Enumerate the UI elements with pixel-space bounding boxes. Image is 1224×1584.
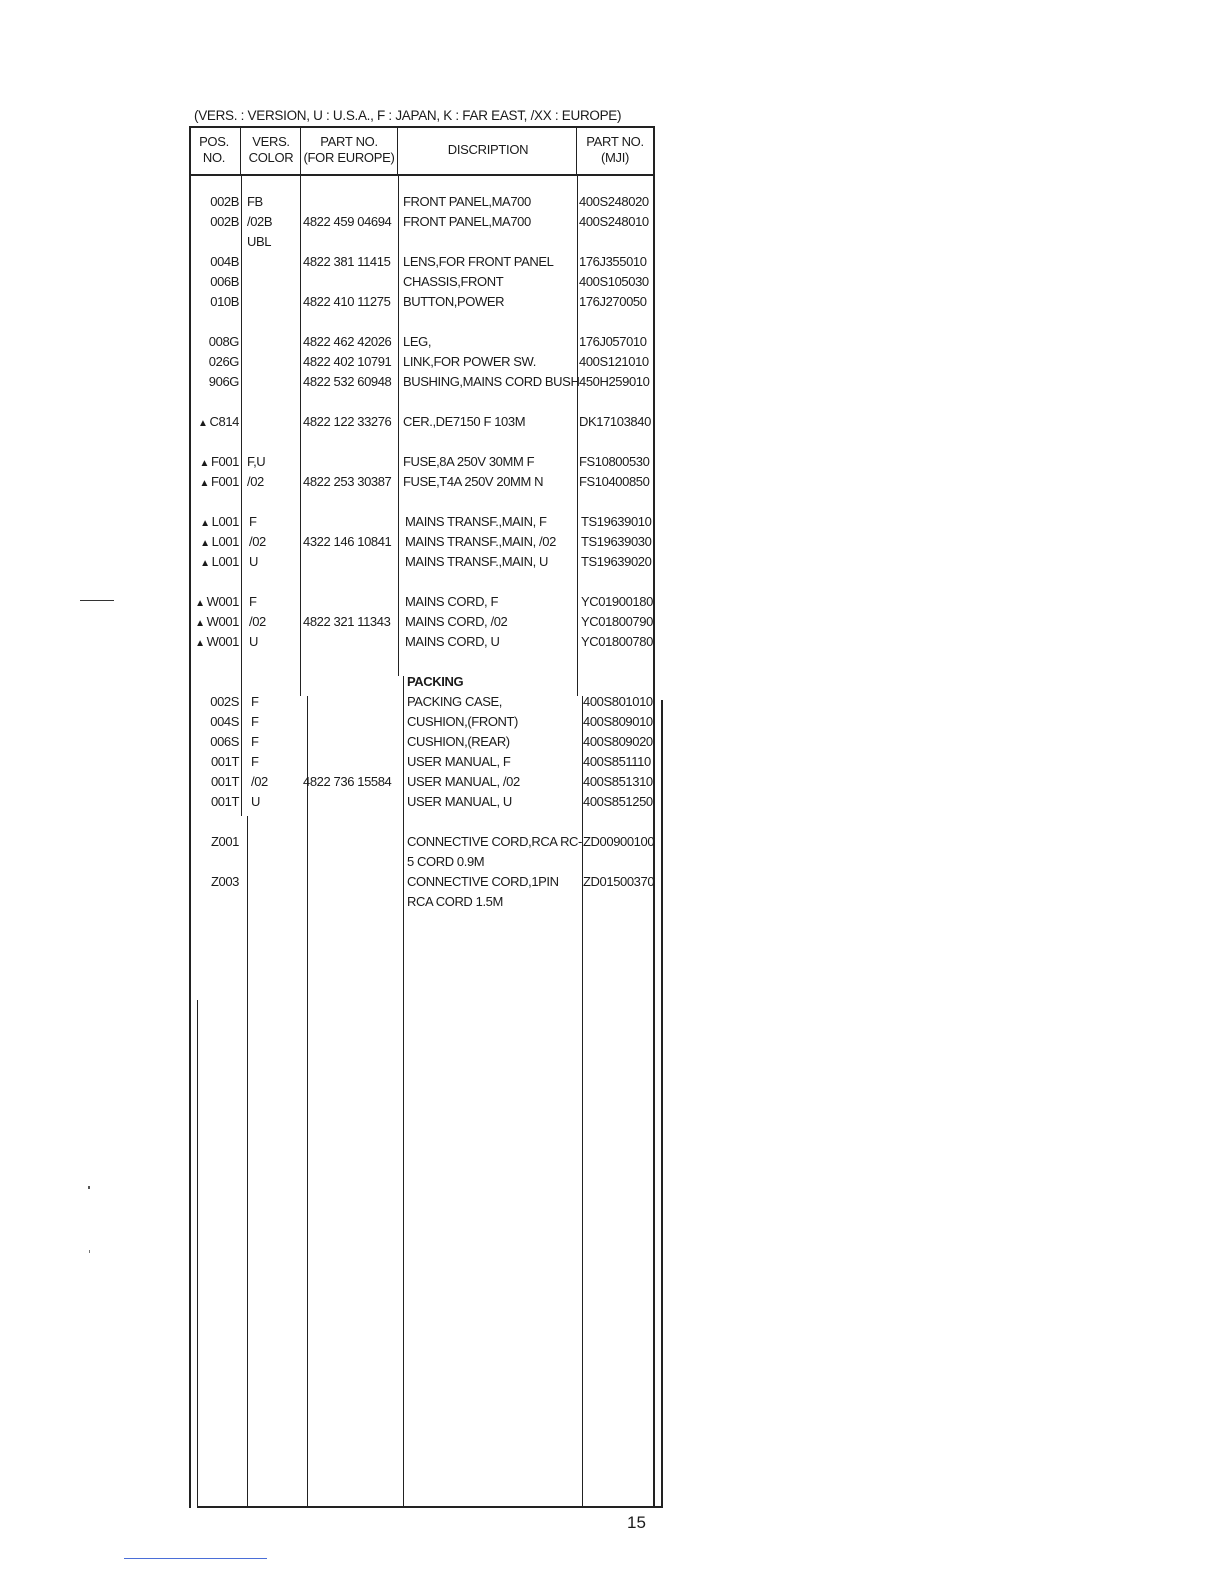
- safety-warning-icon: ▲: [200, 518, 210, 529]
- cell-pos: [189, 634, 239, 649]
- col-divider: [307, 696, 308, 1508]
- cell-vers: /02: [247, 474, 264, 489]
- cell-pos: [189, 274, 239, 289]
- cell-pos: [189, 794, 239, 809]
- header-pos-line1: POS.: [199, 134, 229, 149]
- table-row: [189, 792, 659, 812]
- pos-text: Z001: [210, 834, 239, 849]
- table-row: [189, 212, 659, 232]
- cell-part-mji: DK17103840: [579, 414, 651, 429]
- cell-vers: F: [249, 594, 257, 609]
- safety-warning-icon: ▲: [200, 538, 210, 549]
- cell-part-mji: 176J270050: [579, 294, 647, 309]
- pos-text: F001: [210, 474, 239, 489]
- table-row: [189, 732, 659, 752]
- safety-warning-icon: ▲: [199, 458, 209, 469]
- cell-part-mji: 400S851310: [583, 774, 653, 789]
- pos-text: 001T: [210, 794, 239, 809]
- pos-text: 026G: [208, 354, 239, 369]
- table-row: [189, 672, 659, 692]
- cell-pos: [189, 554, 239, 569]
- pos-text: L001: [211, 534, 239, 549]
- cell-description: USER MANUAL, F: [407, 754, 511, 769]
- table-row: [189, 832, 659, 852]
- table-row: [189, 892, 659, 912]
- cell-part-europe: 4822 122 33276: [303, 414, 392, 429]
- header-part-mji: [577, 126, 653, 174]
- cell-pos: [189, 194, 239, 209]
- cell-part-mji: 400S851250: [583, 794, 653, 809]
- table-row: [189, 452, 659, 472]
- cell-part-europe: 4322 146 10841: [303, 534, 392, 549]
- table-bottom-border: [197, 1506, 663, 1508]
- cell-part-mji: YC01800780: [581, 634, 653, 649]
- col-divider: [240, 127, 241, 175]
- cell-description: CONNECTIVE CORD,RCA RC-: [407, 834, 582, 849]
- pos-text: 002B: [210, 194, 239, 209]
- cell-description: BUTTON,POWER: [403, 294, 505, 309]
- cell-pos: [189, 334, 239, 349]
- pos-text: F001: [210, 454, 239, 469]
- pos-text: 002S: [210, 694, 239, 709]
- cell-pos: [189, 874, 239, 889]
- cell-pos: [189, 474, 239, 489]
- cell-pos: [189, 214, 239, 229]
- cell-vers: /02: [249, 614, 266, 629]
- cell-pos: [189, 514, 239, 529]
- table-left-edge: [197, 1000, 198, 1508]
- pos-text: L001: [211, 554, 239, 569]
- table-row: [189, 712, 659, 732]
- pos-text: 006S: [210, 734, 239, 749]
- cell-part-mji: FS10400850: [579, 474, 650, 489]
- pos-text: 002B: [210, 214, 239, 229]
- cell-description: RCA CORD 1.5M: [407, 894, 503, 909]
- cell-vers: /02: [251, 774, 268, 789]
- safety-warning-icon: ▲: [199, 478, 209, 489]
- cell-description: CONNECTIVE CORD,1PIN: [407, 874, 559, 889]
- header-vers: [241, 126, 301, 174]
- cell-pos: [189, 534, 239, 549]
- cell-description: USER MANUAL, /02: [407, 774, 520, 789]
- cell-pos: [189, 414, 239, 429]
- table-row: [189, 232, 659, 252]
- cell-pos: [189, 454, 239, 469]
- header-part-mji-line1: PART NO.: [586, 134, 644, 149]
- cell-part-europe: 4822 381 11415: [303, 254, 391, 269]
- table-row: [189, 372, 659, 392]
- safety-warning-icon: ▲: [195, 638, 205, 649]
- table-row: [189, 772, 659, 792]
- cell-description: MAINS TRANSF.,MAIN, U: [405, 554, 549, 569]
- cell-description: CUSHION,(FRONT): [407, 714, 518, 729]
- header-description-label: DISCRIPTION: [447, 142, 529, 157]
- pos-text: L001: [211, 514, 239, 529]
- col-divider: [247, 816, 248, 1508]
- cell-part-mji: FS10800530: [579, 454, 650, 469]
- col-divider: [576, 127, 577, 175]
- col-divider: [397, 127, 398, 175]
- cell-vers: F: [249, 514, 257, 529]
- table-row: [189, 192, 659, 212]
- table-row: [189, 472, 659, 492]
- cell-part-mji: YC01800790: [581, 614, 653, 629]
- cell-description: MAINS CORD, F: [405, 594, 499, 609]
- table-row: [189, 352, 659, 372]
- pos-text: 004B: [210, 254, 239, 269]
- cell-description: BUSHING,MAINS CORD BUSH: [403, 374, 580, 389]
- table-row: [189, 252, 659, 272]
- cell-part-mji: YC01900180: [581, 594, 653, 609]
- cell-part-mji: 400S851110: [583, 754, 651, 769]
- safety-warning-icon: ▲: [195, 618, 205, 629]
- cell-description: FUSE,T4A 250V 20MM N: [403, 474, 544, 489]
- scan-speck: [88, 1186, 90, 1189]
- table-row: [189, 872, 659, 892]
- cell-description: PACKING CASE,: [407, 694, 502, 709]
- cell-description: FRONT PANEL,MA700: [403, 194, 531, 209]
- cell-vers: F: [251, 694, 259, 709]
- cell-part-europe: 4822 253 30387: [303, 474, 392, 489]
- cell-description: LENS,FOR FRONT PANEL: [403, 254, 554, 269]
- cell-pos: [189, 294, 239, 309]
- col-divider: [300, 127, 301, 175]
- cell-part-mji: 400S248020: [579, 194, 649, 209]
- cell-vers: F,U: [247, 454, 266, 469]
- pos-text: 006B: [210, 274, 239, 289]
- cell-part-europe: 4822 410 11275: [303, 294, 391, 309]
- header-part-europe: [301, 126, 397, 174]
- table-row: [189, 752, 659, 772]
- header-vers-line2: COLOR: [248, 150, 294, 165]
- pos-text: 008G: [208, 334, 239, 349]
- cell-description: FRONT PANEL,MA700: [403, 214, 531, 229]
- cell-pos: [189, 834, 239, 849]
- cell-pos: [189, 754, 239, 769]
- table-row: [189, 692, 659, 712]
- version-legend: (VERS. : VERSION, U : U.S.A., F : JAPAN, K : FAR EAST, /XX : EUROPE): [194, 108, 622, 123]
- cell-pos: [189, 694, 239, 709]
- cell-vers: U: [249, 634, 258, 649]
- col-divider: [582, 696, 583, 1508]
- margin-mark: [80, 600, 114, 601]
- table-row: [189, 532, 659, 552]
- cell-pos: [189, 354, 239, 369]
- pos-text: 001T: [210, 774, 239, 789]
- header-description: [399, 126, 577, 174]
- cell-pos: [189, 254, 239, 269]
- cell-part-europe: 4822 321 11343: [303, 614, 391, 629]
- table-row: [189, 512, 659, 532]
- cell-pos: [189, 734, 239, 749]
- safety-warning-icon: ▲: [200, 558, 210, 569]
- cell-part-europe: 4822 459 04694: [303, 214, 392, 229]
- cell-description: 5 CORD 0.9M: [407, 854, 485, 869]
- cell-pos: [189, 594, 239, 609]
- cell-description: MAINS CORD, U: [405, 634, 500, 649]
- table-row: [189, 852, 659, 872]
- cell-description: USER MANUAL, U: [407, 794, 512, 809]
- cell-vers: F: [251, 734, 259, 749]
- cell-vers: U: [251, 794, 260, 809]
- header-part-europe-line2: (FOR EUROPE): [303, 150, 395, 165]
- pos-text: W001: [206, 594, 239, 609]
- cell-vers: U: [249, 554, 258, 569]
- cell-description: MAINS CORD, /02: [405, 614, 508, 629]
- pos-text: W001: [206, 614, 239, 629]
- pos-text: Z003: [210, 874, 239, 889]
- cell-part-mji: ZD01500370: [583, 874, 655, 889]
- cell-part-mji: 400S809020: [583, 734, 653, 749]
- cell-description: MAINS TRANSF.,MAIN, /02: [405, 534, 556, 549]
- pos-text: W001: [206, 634, 239, 649]
- table-row: [189, 412, 659, 432]
- cell-part-europe: 4822 532 60948: [303, 374, 392, 389]
- cell-part-europe: 4822 402 10791: [303, 354, 392, 369]
- cell-part-mji: 176J057010: [579, 334, 647, 349]
- table-row: [189, 552, 659, 572]
- cell-pos: [189, 774, 239, 789]
- table-right-edge: [661, 700, 663, 1508]
- cell-description: LINK,FOR POWER SW.: [403, 354, 536, 369]
- table-row: [189, 292, 659, 312]
- page-number: 15: [627, 1513, 646, 1532]
- cell-part-mji: 400S248010: [579, 214, 649, 229]
- pos-text: 906G: [208, 374, 239, 389]
- cell-part-mji: 176J355010: [579, 254, 647, 269]
- cell-description: LEG,: [403, 334, 432, 349]
- cell-part-mji: 450H259010: [579, 374, 650, 389]
- header-part-europe-line1: PART NO.: [320, 134, 378, 149]
- cell-pos: [189, 714, 239, 729]
- cell-description: PACKING: [407, 674, 464, 689]
- pos-text: 004S: [210, 714, 239, 729]
- cell-vers: UBL: [247, 234, 272, 249]
- footer-rule: [124, 1558, 267, 1559]
- table-row: [189, 592, 659, 612]
- table-row: [189, 632, 659, 652]
- cell-part-mji: TS19639010: [581, 514, 652, 529]
- header-pos-line2: NO.: [202, 150, 226, 165]
- cell-vers: /02B: [247, 214, 273, 229]
- cell-part-mji: 400S809010: [583, 714, 653, 729]
- cell-description: CER.,DE7150 F 103M: [403, 414, 526, 429]
- cell-vers: FB: [247, 194, 263, 209]
- table-header: [189, 126, 655, 176]
- cell-description: MAINS TRANSF.,MAIN, F: [405, 514, 547, 529]
- cell-vers: F: [251, 754, 259, 769]
- table-row: [189, 332, 659, 352]
- cell-vers: F: [251, 714, 259, 729]
- cell-description: FUSE,8A 250V 30MM F: [403, 454, 535, 469]
- cell-vers: /02: [249, 534, 266, 549]
- safety-warning-icon: ▲: [195, 598, 205, 609]
- pos-text: 001T: [210, 754, 239, 769]
- cell-pos: [189, 374, 239, 389]
- cell-part-mji: 400S801010: [583, 694, 653, 709]
- cell-part-mji: 400S105030: [579, 274, 649, 289]
- cell-part-mji: TS19639030: [581, 534, 652, 549]
- cell-pos: [189, 614, 239, 629]
- table-row: [189, 272, 659, 292]
- cell-description: CHASSIS,FRONT: [403, 274, 504, 289]
- header-pos: [189, 126, 239, 174]
- pos-text: 010B: [210, 294, 239, 309]
- cell-part-mji: 400S121010: [579, 354, 649, 369]
- table-row: [189, 612, 659, 632]
- cell-part-europe: 4822 462 42026: [303, 334, 392, 349]
- cell-part-europe: 4822 736 15584: [303, 774, 392, 789]
- cell-part-mji: ZD00900100: [583, 834, 655, 849]
- cell-description: CUSHION,(REAR): [407, 734, 510, 749]
- scan-speck: [89, 1250, 90, 1253]
- pos-text: C814: [209, 414, 239, 429]
- safety-warning-icon: ▲: [198, 418, 208, 429]
- header-part-mji-line2: (MJI): [600, 150, 630, 165]
- header-vers-line1: VERS.: [252, 134, 290, 149]
- cell-part-mji: TS19639020: [581, 554, 652, 569]
